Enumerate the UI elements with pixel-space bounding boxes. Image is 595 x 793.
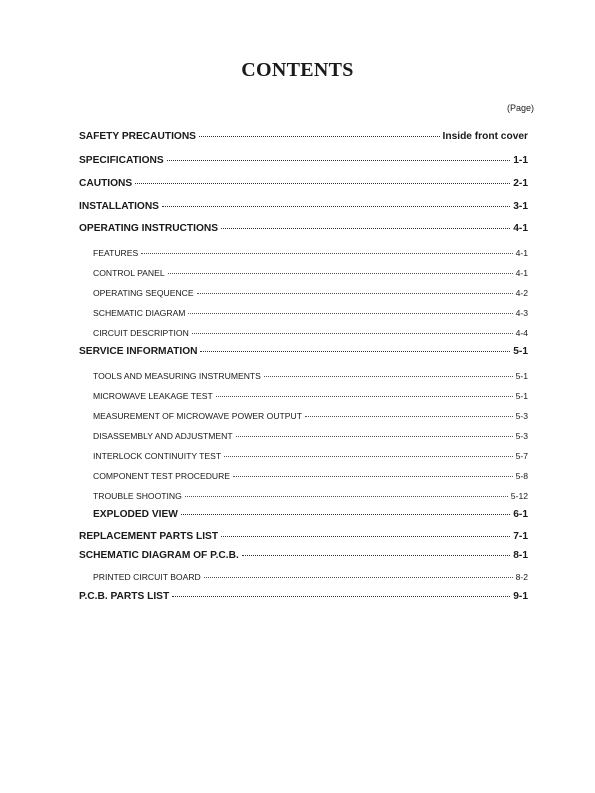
toc-entry-label: COMPONENT TEST PROCEDURE [93, 471, 231, 481]
toc-entry[interactable] [79, 178, 528, 189]
toc-entry-label: MEASUREMENT OF MICROWAVE POWER OUTPUT [93, 411, 302, 421]
toc-entry-page: 5-12 [510, 491, 528, 501]
dot-leader [221, 536, 510, 537]
toc-entry-label: P.C.B. PARTS LIST [79, 591, 170, 602]
toc-entry[interactable] [79, 591, 528, 602]
toc-entry[interactable] [93, 328, 528, 338]
toc-entry[interactable] [79, 201, 528, 212]
page-title: CONTENTS [241, 59, 354, 81]
toc-entry-page: 5-3 [515, 411, 528, 421]
toc-entry-label: FEATURES [93, 248, 139, 258]
toc-entry[interactable] [93, 248, 528, 258]
toc-entry-page: 6-1 [513, 509, 528, 520]
toc-entry[interactable] [79, 531, 528, 542]
toc-entry-page: 4-1 [513, 223, 528, 234]
toc-entry-page: 2-1 [513, 178, 528, 189]
toc-entry-label: INTERLOCK CONTINUITY TEST [93, 451, 222, 461]
toc-entry-label: CIRCUIT DESCRIPTION [93, 328, 189, 338]
toc-entry-label: CAUTIONS [79, 178, 133, 189]
toc-entry-label: DISASSEMBLY AND ADJUSTMENT [93, 431, 233, 441]
toc-entry-page: 5-3 [515, 431, 528, 441]
toc-entry-page: 8-2 [515, 572, 528, 582]
toc-entry[interactable] [93, 411, 528, 421]
toc-entry[interactable] [79, 131, 528, 142]
toc-entry[interactable] [79, 346, 528, 357]
toc-entry[interactable] [93, 371, 528, 381]
toc-entry-page: 5-1 [513, 346, 528, 357]
dot-leader [168, 273, 513, 274]
toc-entry-label: MICROWAVE LEAKAGE TEST [93, 391, 213, 401]
toc-entry-label: OPERATING INSTRUCTIONS [79, 223, 219, 234]
toc-entry-page: 8-1 [513, 550, 528, 561]
toc-entry[interactable] [79, 223, 528, 234]
toc-entry[interactable] [93, 431, 528, 441]
toc-entry-page: 7-1 [513, 531, 528, 542]
toc-entry-label: SPECIFICATIONS [79, 155, 164, 166]
toc-entry-label: PRINTED CIRCUIT BOARD [93, 572, 201, 582]
toc-entry-label: REPLACEMENT PARTS LIST [79, 531, 219, 542]
toc-entry-page: Inside front cover [442, 131, 528, 142]
toc-entry-page: 1-1 [513, 155, 528, 166]
dot-leader [264, 376, 513, 377]
dot-leader [216, 396, 513, 397]
toc-entry-page: 5-1 [515, 391, 528, 401]
dot-leader [199, 136, 440, 137]
toc-entry-label: INSTALLATIONS [79, 201, 159, 212]
dot-leader [305, 416, 513, 417]
dot-leader [233, 476, 513, 477]
dot-leader [188, 313, 512, 314]
toc-entry-label: CONTROL PANEL [93, 268, 165, 278]
dot-leader [204, 577, 513, 578]
toc-entry-page: 4-3 [515, 308, 528, 318]
toc-entry[interactable] [93, 391, 528, 401]
page-column-label: (Page) [506, 103, 534, 113]
dot-leader [181, 514, 510, 515]
dot-leader [200, 351, 510, 352]
toc-entry-page: 4-1 [515, 248, 528, 258]
dot-leader [236, 436, 513, 437]
dot-leader [221, 228, 510, 229]
dot-leader [192, 333, 513, 334]
toc-entry[interactable] [93, 572, 528, 582]
dot-leader [172, 596, 510, 597]
dot-leader [135, 183, 510, 184]
toc-entry[interactable] [79, 550, 528, 561]
dot-leader [185, 496, 508, 497]
dot-leader [242, 555, 510, 556]
toc-entry-page: 4-1 [515, 268, 528, 278]
toc-entry[interactable] [93, 451, 528, 461]
toc-entry-page: 5-1 [515, 371, 528, 381]
toc-entry-label: TROUBLE SHOOTING [93, 491, 182, 501]
toc-entry-label: SAFETY PRECAUTIONS [79, 131, 196, 142]
dot-leader [197, 293, 513, 294]
toc-entry[interactable] [93, 308, 528, 318]
toc-entry[interactable] [93, 268, 528, 278]
toc-entry[interactable] [93, 491, 528, 501]
toc-entry-page: 4-2 [515, 288, 528, 298]
toc-entry-label: OPERATING SEQUENCE [93, 288, 194, 298]
dot-leader [167, 160, 511, 161]
toc-entry-label: EXPLODED VIEW [93, 509, 178, 520]
toc-entry-label: TOOLS AND MEASURING INSTRUMENTS [93, 371, 261, 381]
toc-entry-page: 9-1 [513, 591, 528, 602]
toc-entry-label: SCHEMATIC DIAGRAM OF P.C.B. [79, 550, 239, 561]
toc-entry-page: 5-8 [515, 471, 528, 481]
toc-entry[interactable] [93, 471, 528, 481]
toc-entry-label: SCHEMATIC DIAGRAM [93, 308, 186, 318]
toc-entry-label: SERVICE INFORMATION [79, 346, 198, 357]
dot-leader [224, 456, 512, 457]
toc-entry-page: 3-1 [513, 201, 528, 212]
toc-entry[interactable] [93, 509, 528, 520]
dot-leader [141, 253, 512, 254]
toc-entry[interactable] [79, 155, 528, 166]
toc-entry-page: 4-4 [515, 328, 528, 338]
toc-entry[interactable] [93, 288, 528, 298]
toc-entry-page: 5-7 [515, 451, 528, 461]
dot-leader [162, 206, 510, 207]
